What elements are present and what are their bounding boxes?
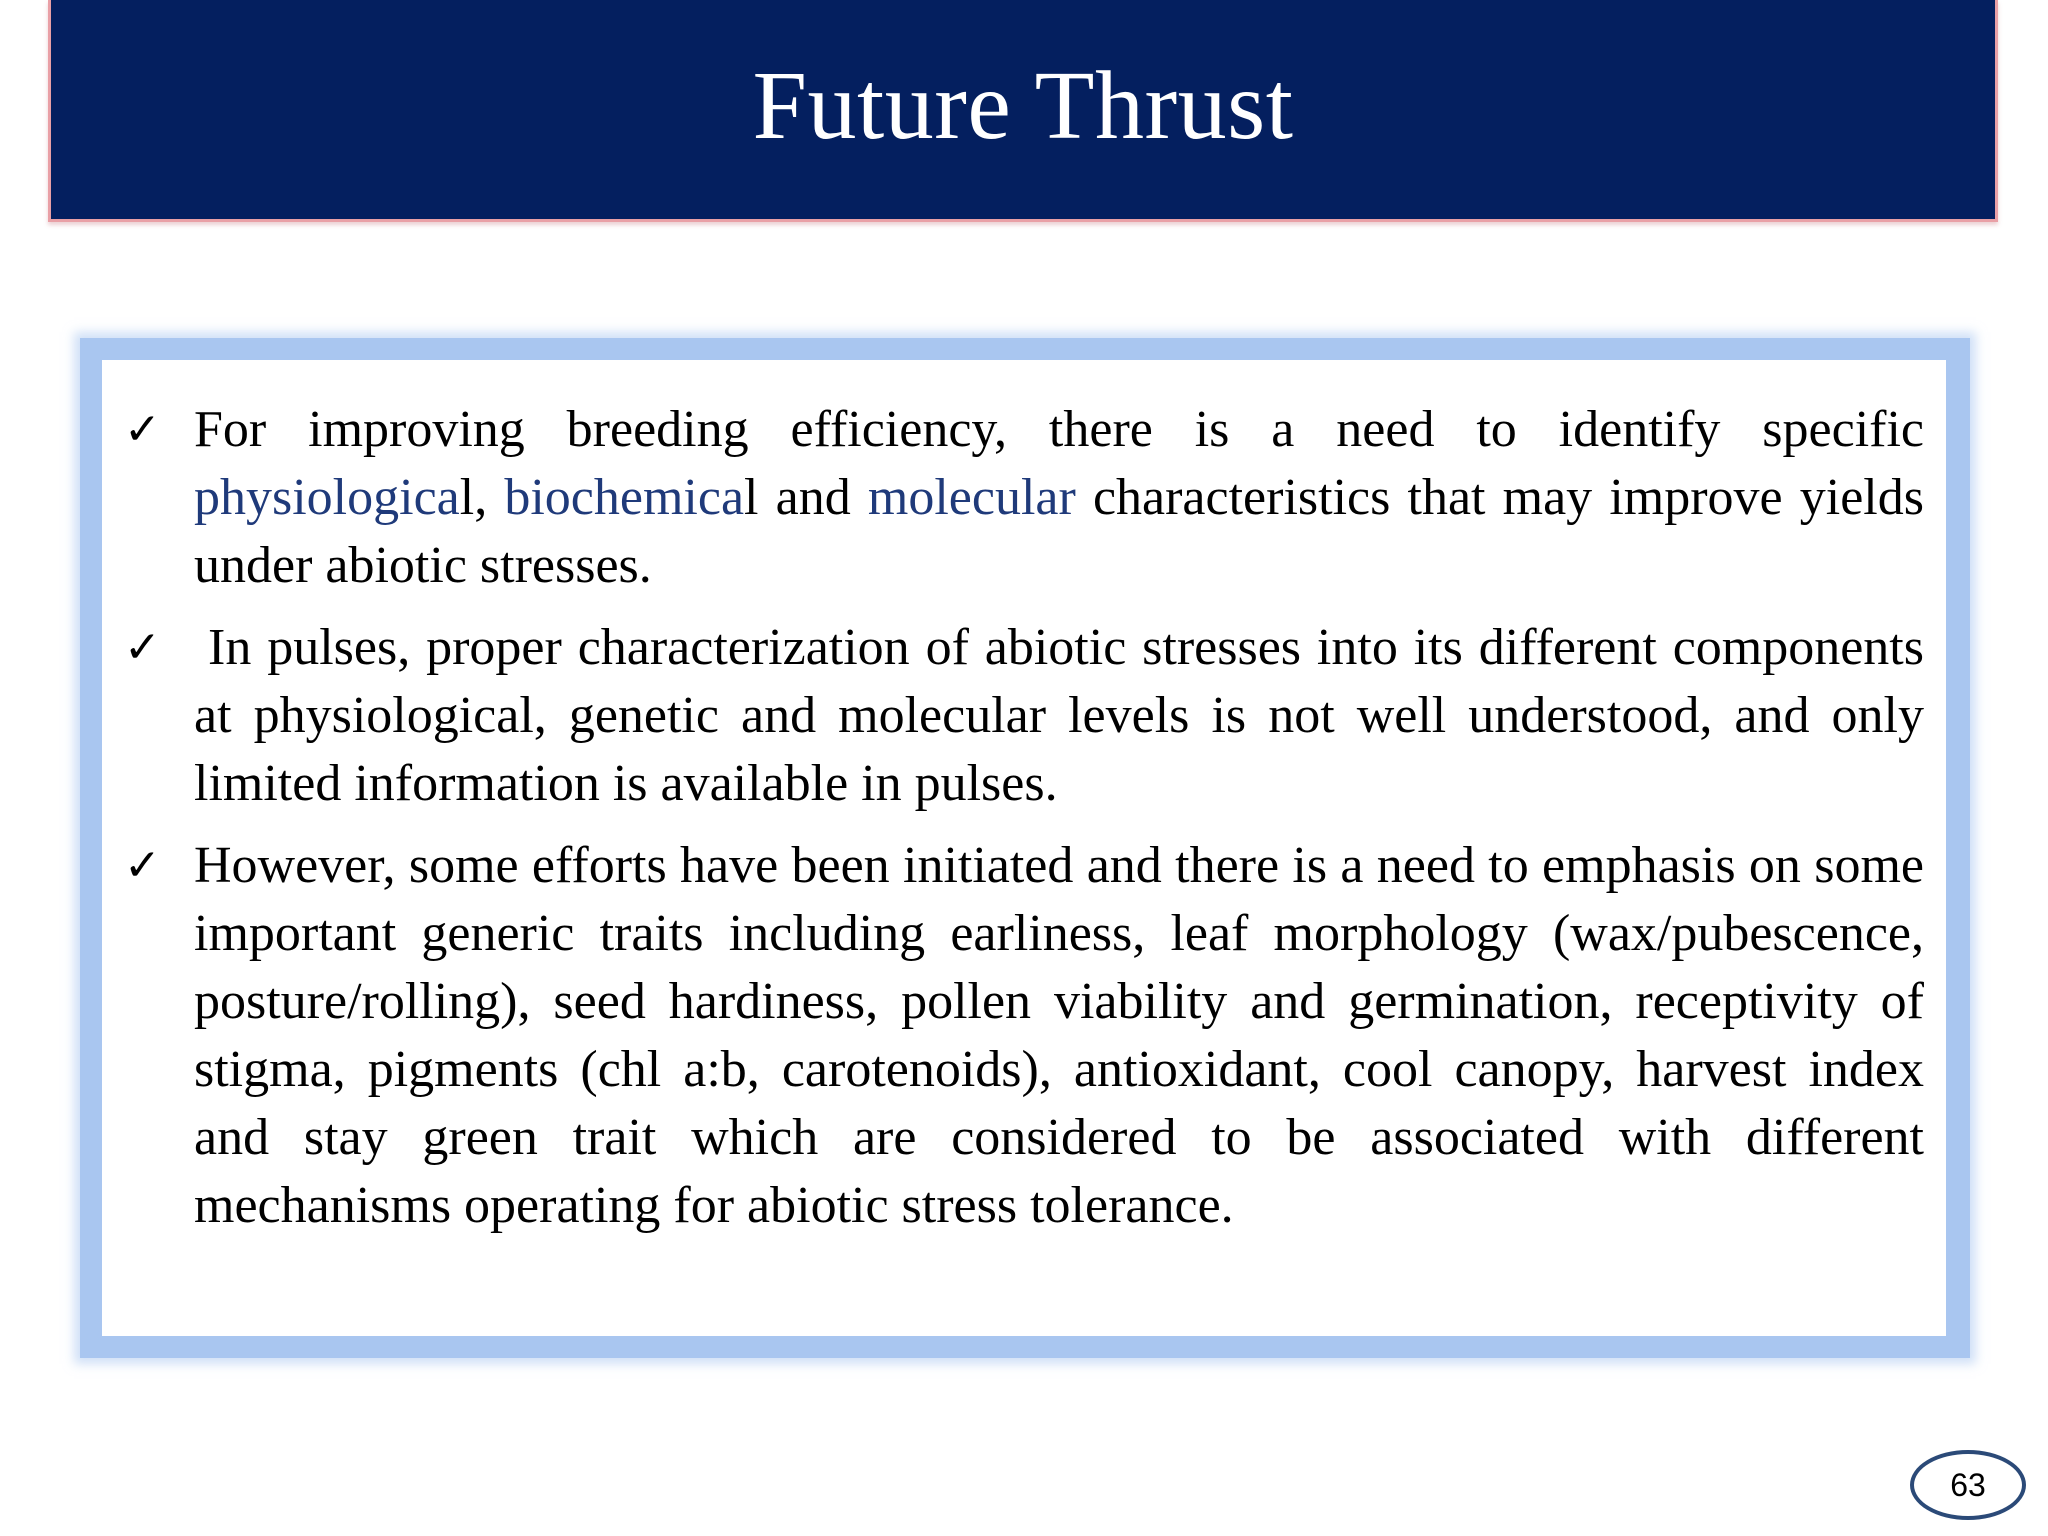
checkmark-icon: ✓: [124, 840, 161, 891]
bullet-text: However, some efforts have been initiated and there is a need to emphasis on some important generic traits including earliness, leaf morphology (wax/pubescence, posture/rolling), seed hardiness, pollen viability and germination, receptivity of stigma, pigments (chl a:b, carotenoids), antioxidant, cool canopy, harvest index and stay green trait which are considered to be associated with different mechanisms operating for abiotic stress tolerance.: [194, 837, 1924, 1234]
bullet-item: [120, 396, 1924, 600]
checkmark-icon: ✓: [124, 404, 161, 455]
title-bar: [48, 0, 1998, 222]
content-box: [102, 360, 1946, 1336]
highlight-biochemical: biochemica: [504, 469, 745, 526]
content-frame: [80, 338, 1970, 1358]
bullet-text: In pulses, proper characterization of abiotic stresses into its different components at physiological, genetic and molecular levels is not well understood, and only limited information is available in pulses.: [194, 619, 1924, 812]
bullet-list: [120, 396, 1924, 1240]
page-number-badge: [1910, 1450, 2026, 1520]
checkmark-icon: ✓: [124, 622, 161, 673]
bullet-item: [120, 832, 1924, 1240]
slide-title: Future Thrust: [752, 51, 1294, 160]
bullet-item: [120, 614, 1924, 818]
page-number: 63: [1950, 1466, 1986, 1503]
bullet-text: For improving breeding efficiency, there is a need to identify specific physiological, biochemical and molecular characteristics that may improve yields under abiotic stresses.: [194, 401, 1924, 594]
highlight-molecular: molecular: [867, 469, 1076, 526]
highlight-physiological: physiologica: [194, 469, 460, 526]
